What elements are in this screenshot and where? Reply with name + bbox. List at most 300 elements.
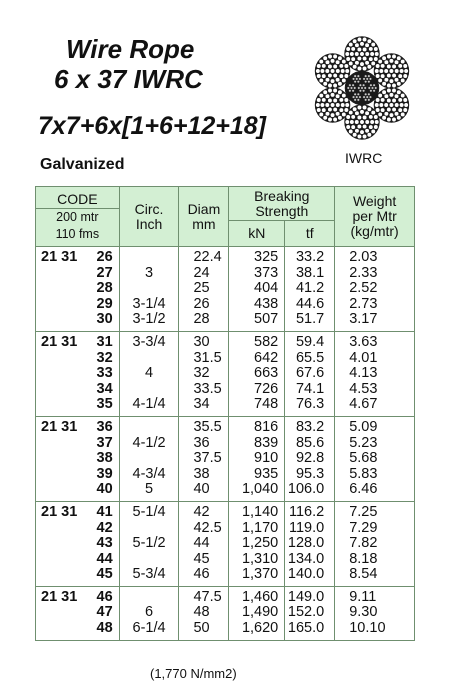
- wire: [389, 59, 394, 64]
- cell-circ: [119, 331, 179, 416]
- cell-value: [229, 521, 278, 537]
- value-code: 32: [96, 349, 113, 366]
- wire: [364, 87, 366, 89]
- cell-kn: [229, 586, 285, 640]
- wire: [344, 108, 349, 113]
- wire: [380, 64, 385, 69]
- value-weight: 2.73: [349, 295, 378, 312]
- wire: [387, 83, 392, 88]
- wire: [369, 78, 371, 80]
- cell-value: [120, 552, 179, 568]
- cell-value: [285, 297, 324, 313]
- value-circ: 5-1/4: [132, 503, 166, 520]
- cell-value: [41, 605, 113, 621]
- wire: [398, 64, 403, 69]
- cell-value: [120, 297, 179, 313]
- value-code: 48: [96, 620, 113, 637]
- wire: [379, 69, 384, 74]
- wire: [387, 117, 392, 122]
- wire: [348, 42, 353, 47]
- value-weight: 5.68: [349, 450, 378, 467]
- cell-value: [41, 436, 113, 452]
- wire: [345, 103, 350, 108]
- cell-value: [120, 335, 179, 351]
- cell-value: [193, 567, 228, 583]
- cell-value: [229, 482, 278, 498]
- value-kn: 1,310: [241, 550, 279, 567]
- cell-value: [229, 297, 278, 313]
- cell-value: [229, 281, 278, 297]
- wire: [340, 69, 345, 74]
- value-code: 27: [96, 264, 113, 281]
- wire: [354, 52, 359, 57]
- wire: [352, 64, 357, 69]
- wire: [384, 69, 389, 74]
- wire: [346, 125, 351, 130]
- cell-value: [349, 250, 414, 266]
- value-kn: 1,140: [241, 503, 279, 520]
- cell-value: [285, 366, 324, 382]
- wire: [380, 108, 385, 113]
- wire: [397, 56, 402, 61]
- wire: [316, 64, 321, 69]
- finish-label: Galvanized: [40, 156, 125, 173]
- cell-value: [229, 397, 278, 413]
- wire: [394, 69, 399, 74]
- value-weight: 4.67: [349, 396, 378, 413]
- wire: [338, 90, 343, 95]
- wire: [379, 103, 384, 108]
- wire: [357, 75, 359, 77]
- wire: [347, 87, 349, 89]
- wire: [362, 47, 367, 52]
- value-kn: 1,460: [241, 588, 279, 605]
- wire: [349, 90, 351, 92]
- value-diam: 28: [193, 311, 210, 328]
- wire: [321, 108, 326, 113]
- cell-value: [229, 420, 278, 436]
- cell-value: [193, 536, 228, 552]
- wire: [333, 107, 338, 112]
- wire: [375, 87, 377, 89]
- wire: [360, 110, 365, 115]
- value-diam: 44: [193, 535, 210, 552]
- cell-value: [193, 420, 228, 436]
- wire: [367, 132, 372, 137]
- cell-tf: [285, 416, 335, 501]
- cell-value: [349, 605, 414, 621]
- wire: [354, 80, 356, 82]
- wire: [345, 120, 350, 125]
- wire: [389, 93, 394, 98]
- cell-value: [229, 312, 278, 328]
- value-circ: 3-3/4: [132, 333, 166, 350]
- value-code: 29: [96, 295, 113, 312]
- value-weight: 7.25: [349, 503, 378, 520]
- cell-value: [41, 521, 113, 537]
- cell-value: [41, 536, 113, 552]
- value-kn: 1,040: [241, 481, 279, 498]
- value-code: 36: [96, 418, 113, 435]
- cell-value: [229, 505, 278, 521]
- wire: [316, 69, 321, 74]
- wire: [358, 87, 360, 89]
- value-circ: 5-1/2: [132, 535, 166, 552]
- value-code: 46: [96, 588, 113, 605]
- header-tf: tf: [285, 221, 335, 247]
- cell-value: [193, 621, 228, 637]
- value-tf: 51.7: [295, 311, 325, 328]
- wire: [352, 39, 357, 44]
- wire: [400, 112, 405, 117]
- wire: [321, 64, 326, 69]
- wire: [344, 74, 349, 79]
- cell-tf: [285, 586, 335, 640]
- wire: [404, 69, 409, 74]
- cell-value: [41, 250, 113, 266]
- wire: [336, 103, 341, 108]
- value-circ: 6: [145, 604, 154, 621]
- wire: [328, 83, 333, 88]
- wire: [330, 113, 335, 118]
- wire: [387, 73, 392, 78]
- cell-value: [120, 621, 179, 637]
- cell-value: [285, 590, 324, 606]
- cell-value: [285, 250, 324, 266]
- value-tf: 149.0: [287, 588, 325, 605]
- wire: [339, 74, 344, 79]
- value-tf: 95.3: [295, 465, 325, 482]
- wire: [339, 64, 344, 69]
- value-kn: 839: [254, 434, 279, 451]
- wire: [392, 54, 397, 59]
- wire: [370, 120, 375, 125]
- wire: [404, 103, 409, 108]
- cell-diam: [179, 501, 229, 586]
- wire: [359, 78, 361, 80]
- cell-value: [285, 266, 324, 282]
- wire: [328, 88, 333, 93]
- value-weight: 4.53: [349, 380, 378, 397]
- cell-value: [120, 590, 179, 606]
- cell-value: [349, 482, 414, 498]
- cell-value: [229, 451, 278, 467]
- cell-value: [349, 521, 414, 537]
- cell-value: [41, 420, 113, 436]
- wire: [371, 110, 376, 115]
- code-prefix: 21 31: [41, 588, 78, 605]
- wire: [374, 115, 379, 120]
- wire: [338, 115, 343, 120]
- cell-kn: [229, 247, 285, 332]
- value-weight: 9.30: [349, 604, 378, 621]
- wire: [382, 115, 387, 120]
- cell-value: [120, 351, 179, 367]
- cell-value: [120, 266, 179, 282]
- wire: [368, 99, 370, 101]
- value-circ: 4-1/4: [132, 396, 166, 413]
- value-code: 31: [96, 333, 113, 350]
- wire: [367, 64, 372, 69]
- wire: [369, 96, 371, 98]
- value-code: 35: [96, 396, 113, 413]
- cell-value: [349, 312, 414, 328]
- wire: [394, 103, 399, 108]
- wire: [392, 98, 397, 103]
- wire: [389, 103, 394, 108]
- wire: [330, 69, 335, 74]
- cell-value: [349, 420, 414, 436]
- value-tf: 38.1: [295, 264, 325, 281]
- wire: [342, 93, 347, 98]
- cell-value: [41, 451, 113, 467]
- cell-value: [349, 552, 414, 568]
- value-kn: 1,620: [241, 620, 279, 637]
- value-diam: 45: [193, 550, 210, 567]
- wire: [354, 93, 356, 95]
- cell-value: [349, 536, 414, 552]
- wire: [368, 75, 370, 77]
- wire: [361, 87, 363, 89]
- code-prefix: 21 31: [41, 249, 78, 265]
- wire: [350, 120, 355, 125]
- value-tf: 92.8: [295, 450, 325, 467]
- value-tf: 116.2: [289, 503, 325, 520]
- wire: [328, 64, 333, 69]
- value-tf: 119.0: [289, 519, 325, 536]
- value-code: 43: [96, 535, 113, 552]
- cell-value: [349, 351, 414, 367]
- wire: [363, 96, 365, 98]
- value-diam: 35.5: [193, 418, 222, 435]
- wire: [399, 103, 404, 108]
- value-tf: 85.6: [295, 434, 325, 451]
- wire: [360, 52, 365, 57]
- code-prefix: 21 31: [41, 503, 78, 520]
- cell-value: [229, 250, 278, 266]
- value-tf: 128.0: [287, 535, 325, 552]
- wire: [316, 98, 321, 103]
- cell-diam: [179, 586, 229, 640]
- value-circ: 6-1/4: [132, 620, 166, 637]
- wire: [398, 98, 403, 103]
- wire: [392, 73, 397, 78]
- cell-value: [349, 366, 414, 382]
- wire: [352, 96, 354, 98]
- wire: [340, 103, 345, 108]
- wire: [371, 42, 376, 47]
- cell-value: [229, 436, 278, 452]
- wire: [346, 57, 351, 62]
- wire: [319, 112, 324, 117]
- wire: [357, 134, 362, 139]
- wire: [397, 90, 402, 95]
- cell-value: [229, 536, 278, 552]
- cell-value: [229, 351, 278, 367]
- wire: [345, 52, 350, 57]
- wire: [330, 103, 335, 108]
- cell-kn: [229, 501, 285, 586]
- wire: [373, 90, 375, 92]
- wire: [400, 78, 405, 83]
- wire: [357, 66, 362, 71]
- cell-value: [120, 605, 179, 621]
- value-weight: 4.13: [349, 365, 378, 382]
- cell-value: [229, 552, 278, 568]
- wire: [369, 47, 374, 52]
- value-circ: 3-1/4: [132, 295, 166, 312]
- wire: [333, 73, 338, 78]
- wire: [375, 64, 380, 69]
- cell-value: [285, 482, 324, 498]
- wire: [400, 93, 405, 98]
- cell-value: [285, 397, 324, 413]
- wire: [380, 98, 385, 103]
- cell-value: [349, 382, 414, 398]
- value-diam: 47.5: [193, 588, 222, 605]
- cell-value: [193, 605, 228, 621]
- cell-weight: [335, 331, 415, 416]
- wire: [380, 74, 385, 79]
- wire: [363, 78, 365, 80]
- cell-value: [285, 312, 324, 328]
- cell-value: [285, 436, 324, 452]
- value-diam: 46: [193, 566, 210, 583]
- wire: [375, 74, 380, 79]
- wire: [316, 74, 321, 79]
- value-code: 41: [96, 503, 113, 520]
- wire: [387, 98, 392, 103]
- wire: [323, 90, 328, 95]
- wire: [392, 117, 397, 122]
- cell-circ: [119, 586, 179, 640]
- wire: [392, 88, 397, 93]
- value-kn: 1,370: [241, 566, 279, 583]
- value-kn: 910: [254, 450, 279, 467]
- wire: [398, 108, 403, 113]
- wire: [323, 115, 328, 120]
- cell-value: [193, 552, 228, 568]
- value-circ: 4-3/4: [132, 465, 166, 482]
- cell-value: [349, 281, 414, 297]
- value-kn: 507: [254, 311, 279, 328]
- wire: [352, 84, 354, 86]
- cell-kn: [229, 416, 285, 501]
- wire: [352, 132, 357, 137]
- wire: [362, 124, 367, 129]
- value-code: 40: [96, 481, 113, 498]
- wire: [333, 54, 338, 59]
- value-weight: 5.83: [349, 465, 378, 482]
- cell-weight: [335, 247, 415, 332]
- wire: [370, 90, 372, 92]
- cell-value: [120, 436, 179, 452]
- cell-value: [120, 521, 179, 537]
- value-weight: 4.01: [349, 349, 378, 366]
- value-diam: 33.5: [193, 380, 222, 397]
- cell-value: [41, 312, 113, 328]
- value-diam: 30: [193, 333, 210, 350]
- value-weight: 5.09: [349, 418, 378, 435]
- wire: [382, 90, 387, 95]
- wire: [382, 81, 387, 86]
- wire: [384, 103, 389, 108]
- value-weight: 2.33: [349, 264, 378, 281]
- value-code: 47: [96, 604, 113, 621]
- cell-value: [285, 567, 324, 583]
- wire: [328, 73, 333, 78]
- wire: [348, 61, 353, 66]
- wire: [387, 107, 392, 112]
- value-diam: 25: [193, 280, 210, 297]
- cell-value: [349, 567, 414, 583]
- value-diam: 34: [193, 396, 210, 413]
- wire: [328, 54, 333, 59]
- wire: [392, 64, 397, 69]
- cell-value: [193, 266, 228, 282]
- value-tf: 65.5: [295, 349, 325, 366]
- wire: [351, 57, 356, 62]
- wire: [399, 69, 404, 74]
- wire: [362, 134, 367, 139]
- value-weight: 8.54: [349, 566, 378, 583]
- wire: [359, 84, 361, 86]
- value-tf: 44.6: [295, 295, 325, 312]
- value-weight: 9.11: [349, 588, 377, 605]
- cell-value: [120, 250, 179, 266]
- cell-value: [120, 312, 179, 328]
- wire: [357, 47, 362, 52]
- cell-value: [41, 467, 113, 483]
- wire: [348, 129, 353, 134]
- wire: [336, 69, 341, 74]
- value-diam: 42: [193, 503, 210, 520]
- cell-value: [229, 266, 278, 282]
- wire: [367, 107, 372, 112]
- value-diam: 37.5: [193, 450, 222, 467]
- wire: [397, 81, 402, 86]
- value-diam: 48: [193, 604, 210, 621]
- cell-value: [285, 552, 324, 568]
- cell-value: [41, 281, 113, 297]
- value-tf: 67.6: [295, 365, 325, 382]
- cell-value: [193, 505, 228, 521]
- cell-value: [193, 482, 228, 498]
- cell-value: [349, 590, 414, 606]
- value-diam: 50: [193, 620, 210, 637]
- title-block: [38, 34, 308, 94]
- core-label: IWRC: [345, 150, 383, 166]
- wire: [325, 69, 330, 74]
- wire: [360, 120, 365, 125]
- table-row-group: [36, 501, 415, 586]
- value-circ: 5-3/4: [132, 566, 166, 583]
- wire: [333, 83, 338, 88]
- wire: [357, 37, 362, 42]
- wire: [360, 130, 365, 135]
- value-code: 44: [96, 550, 113, 567]
- wire: [362, 90, 364, 92]
- cell-value: [41, 297, 113, 313]
- cell-value: [120, 536, 179, 552]
- cell-value: [229, 567, 278, 583]
- value-kn: 935: [254, 465, 279, 482]
- value-kn: 642: [254, 349, 279, 366]
- cell-value: [120, 482, 179, 498]
- cell-value: [285, 420, 324, 436]
- value-code: 30: [96, 311, 113, 328]
- header-kn: kN: [229, 221, 285, 247]
